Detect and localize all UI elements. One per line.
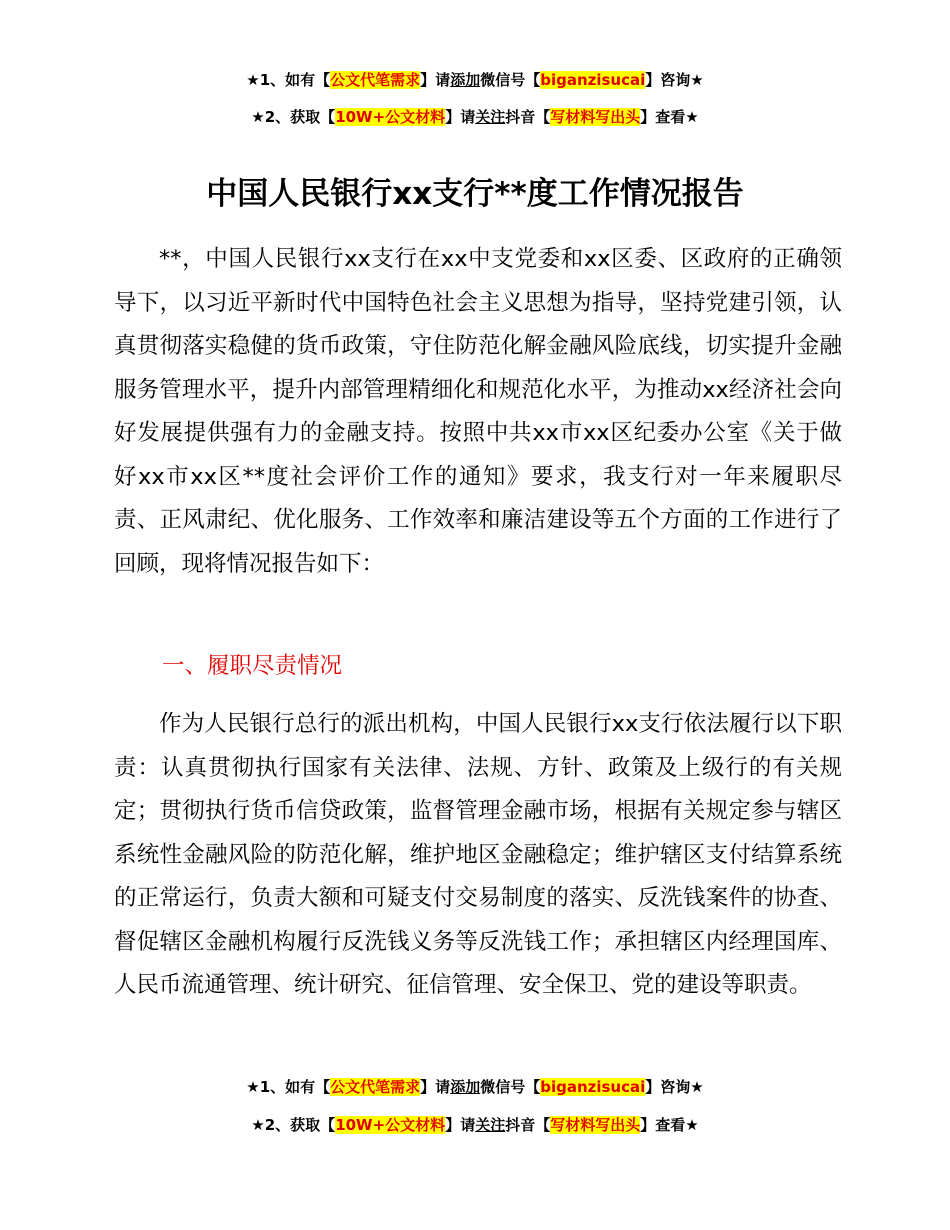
promo-text: 】请 [420,71,451,89]
promo-text: 微信号【 [480,71,541,89]
promo-emphasis: 关注 [475,1116,506,1134]
promo-text: 抖音【 [505,1116,551,1134]
promo-highlight-tag: 10W+公文材料 [335,108,446,126]
promo-text: ★1、如有【 [246,71,331,89]
promo-text: 】请 [420,1078,451,1096]
promo-line-1-bottom [0,1076,950,1098]
promo-douyin-id: 写材料写出头 [550,108,641,126]
promo-emphasis: 添加 [450,71,481,89]
promo-wechat-id: biganzisucai [540,71,646,89]
promo-text: ★1、如有【 [246,1078,331,1096]
promo-text: 】查看★ [640,1116,699,1134]
promo-emphasis: 关注 [475,108,506,126]
promo-text: 抖音【 [505,108,551,126]
promo-highlight-tag: 公文代笔需求 [330,1078,421,1096]
document-title: 中国人民银行xx支行**度工作情况报告 [206,176,744,212]
promo-text: ★2、获取【 [251,1116,336,1134]
promo-text: 】请 [445,108,476,126]
promo-douyin-id: 写材料写出头 [550,1116,641,1134]
section-heading-1: 一、履职尽责情况 [162,653,343,679]
promo-wechat-id: biganzisucai [540,1078,646,1096]
promo-line-2-top [0,106,950,128]
promo-text: ★2、获取【 [251,108,336,126]
promo-highlight-tag: 公文代笔需求 [330,71,421,89]
promo-text: 微信号【 [480,1078,541,1096]
promo-text: 】查看★ [640,108,699,126]
promo-highlight-tag: 10W+公文材料 [335,1116,446,1134]
promo-text: 】咨询★ [645,71,704,89]
promo-emphasis: 添加 [450,1078,481,1096]
intro-paragraph: **，中国人民银行xx支行在xx中支党委和xx区委、区政府的正确领导下，以习近平新时代中国特色社会主义思想为指导，坚持党建引领，认真贯彻落实稳健的货币政策，守住防范化解金融风险底线，切实提升金融服务管理水平，提升内部管理精细化和规范化水平，为推动xx经济社会向好发展提供强有力的金融支持。按照中共xx市xx区纪委办公室《关于做好xx市xx区**度社会评价工作的通知》要求，我支行对一年来履职尽责、正风肃纪、优化服务、工作效率和廉洁建设等五个方面的工作进行了回顾，现将情况报告如下： [114,246,842,577]
section-1-paragraph: 作为人民银行总行的派出机构，中国人民银行xx支行依法履行以下职责：认真贯彻执行国家有关法律、法规、方针、政策及上级行的有关规定；贯彻执行货币信贷政策，监督管理金融市场，根据有关规定参与辖区系统性金融风险的防范化解，维护地区金融稳定；维护辖区支付结算系统的正常运行，负责大额和可疑支付交易制度的落实、反洗钱案件的协查、督促辖区金融机构履行反洗钱义务等反洗钱工作；承担辖区内经理国库、人民币流通管理、统计研究、征信管理、安全保卫、党的建设等职责。 [114,711,842,998]
promo-text: 】请 [445,1116,476,1134]
promo-line-1-top [0,69,950,91]
promo-line-2-bottom [0,1114,950,1136]
promo-text: 】咨询★ [645,1078,704,1096]
